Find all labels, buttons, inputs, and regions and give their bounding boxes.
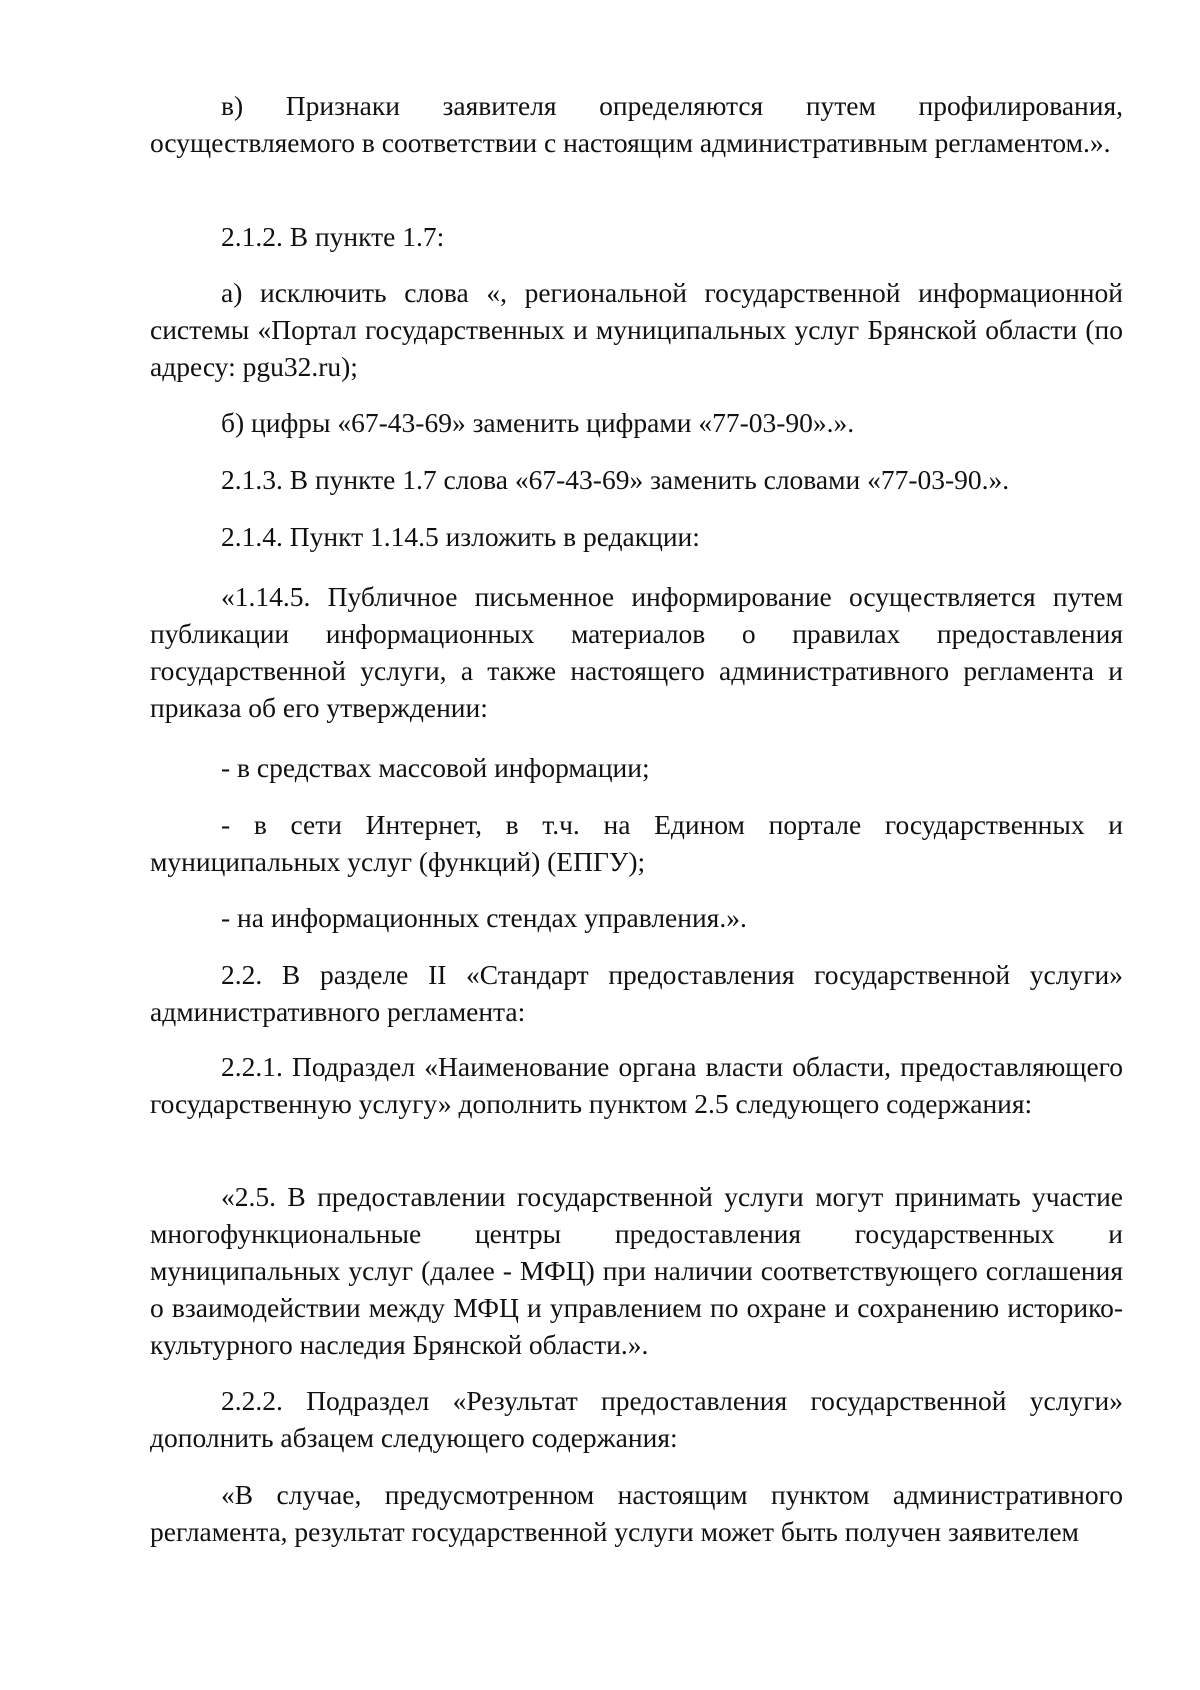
paragraph-text: 2.2.1. Подраздел «Наименование органа власти области, предоставляющего государственную услугу» дополнить пунктом 2.5 следующего содержания: xyxy=(150,1051,1123,1119)
paragraph-text: 2.1.2. В пункте 1.7: xyxy=(221,221,445,252)
paragraph-2-2-1 xyxy=(150,1048,1123,1122)
paragraph-text: а) исключить слова «, региональной государственной информационной системы «Портал государственных и муниципальных услуг Брянской области (по адресу: pgu32.ru); xyxy=(150,277,1123,382)
paragraph-text: в) Признаки заявителя определяются путем профилирования, осуществляемого в соответствии с настоящим административным регламентом.». xyxy=(150,90,1123,158)
paragraph-1-14-5 xyxy=(150,578,1123,726)
paragraph-2-2 xyxy=(150,956,1123,1030)
list-item-stands xyxy=(150,899,1123,936)
list-item-mass-media xyxy=(150,749,1123,786)
paragraph-text: 2.2. В разделе II «Стандарт предоставления государственной услуги» административного регламента: xyxy=(150,959,1123,1027)
paragraph-2-1-2-b xyxy=(150,404,1123,441)
paragraph-result-quote xyxy=(150,1476,1123,1550)
paragraph-2-5 xyxy=(150,1178,1123,1363)
paragraph-text: - на информационных стендах управления.». xyxy=(221,902,747,933)
paragraph-text: 2.1.3. В пункте 1.7 слова «67-43-69» заменить словами «77-03-90.». xyxy=(221,464,1010,495)
paragraph-text: - в сети Интернет, в т.ч. на Едином портале государственных и муниципальных услуг (функций) (ЕПГУ); xyxy=(150,809,1123,877)
list-item-internet xyxy=(150,806,1123,880)
paragraph-text: «2.5. В предоставлении государственной услуги могут принимать участие многофункциональные центры предоставления государственных и муниципальных услуг (далее - МФЦ) при наличии соответствующего соглашения о взаимодействии между МФЦ и управлением по охране и сохранению историко-культурного наследия Брянской области.». xyxy=(150,1181,1123,1360)
paragraph-text: «1.14.5. Публичное письменное информирование осуществляется путем публикации информационных материалов о правилах предоставления государственной услуги, а также настоящего административного регламента и приказа об его утверждении: xyxy=(150,581,1123,723)
paragraph-text: б) цифры «67-43-69» заменить цифрами «77-03-90».». xyxy=(221,407,855,438)
paragraph-text: «В случае, предусмотренном настоящим пунктом административного регламента, результат государственной услуги может быть получен заявителем xyxy=(150,1479,1123,1547)
paragraph-text: 2.2.2. Подраздел «Результат предоставления государственной услуги» дополнить абзацем следующего содержания: xyxy=(150,1385,1123,1453)
paragraph-text: - в средствах массовой информации; xyxy=(221,752,650,783)
paragraph-text: 2.1.4. Пункт 1.14.5 изложить в редакции: xyxy=(221,521,700,552)
paragraph-2-1-2-a xyxy=(150,274,1123,385)
paragraph-2-2-2 xyxy=(150,1382,1123,1456)
paragraph-2-1-4 xyxy=(150,518,1123,555)
paragraph-2-1-2-heading xyxy=(150,218,1123,255)
paragraph-2-1-3 xyxy=(150,461,1123,498)
paragraph-criteria-v xyxy=(150,87,1123,161)
